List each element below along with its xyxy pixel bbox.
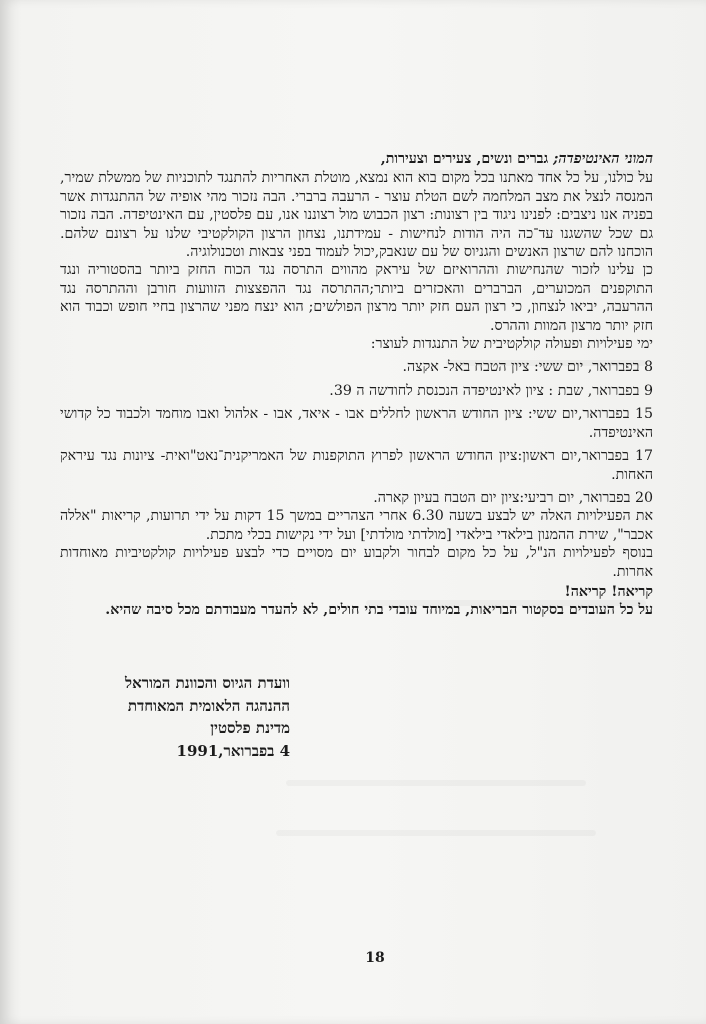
heading-rest: גברים ונשים, צעירים וצעירות,: [380, 151, 554, 167]
document-body: [60, 150, 653, 620]
days-intro: ימי פעילויות ופעולה קולקטיבית של התנגדות לעוצר:: [370, 336, 653, 353]
dated-item: 20 בפברואר, יום רביעי:ציון יום הטבח בעיון קארה.: [373, 489, 653, 506]
additional-paragraph: בנוסף לפעילויות הנ"ל, על כל מקום לבחור ולקבוע יום מסויים כדי לבצע פעילויות קולקטיביות מאוחדות אחרות.: [60, 545, 653, 580]
page-number: 18: [365, 950, 385, 966]
document-heading: [60, 150, 653, 168]
heading-lead: המוני האינטיפדה;: [553, 151, 653, 167]
second-paragraph: כן עלינו לזכור שהנחישות וההרואיזם של עיראק מהווים התרסה נגד הכוח החזק ביותר בהסטוריה ונגד התוקפנים המכוערים, הברברים והאכזרים ביותר;ההתרסה נגד ההפצצות הזוועות חורבן וההתרסה נגד ההרעבה, יביאו לנצחון, כי רצון העם חזק יותר מרצון הפולשים; הוא ינצח מפני שהרצון בחיי חופש וכבוד הוא חזק יותר מרצון המוות וההרס.: [60, 262, 653, 334]
activities-paragraph: את הפעילויות האלה יש לבצע בשעה 6.30 אחרי הצהריים במשך 15 דקות על ידי תרועות, קריאות "אללה אכבר", שירת ההמנון בילאדי בילאדי [מולדתי מולדתי] ועל ידי נקישות בכלי מתכת.: [60, 508, 653, 543]
signature-date: 4 בפברואר,1991: [176, 741, 290, 760]
signature-committee: וועדת הגיוס והכוונת המוראל: [125, 674, 290, 692]
intro-paragraph: על כולנו, על כל אחד מאתנו בכל מקום בוא הוא נמצא, מוטלת האחריות להתנגד לתוכניות של ממשלת שמיר, המנסה לנצל את מצב המלחמה לשם הטלת עוצר - הרעבה ברברי. הבה נזכור מהי אופיה של ההתנגדות אשר בפניה אנו ניצבים: לפנינו ניגוד בין רצונות: רצון הכבוש מול רצוננו אנו, עם פלסטין, עם האינטיפדה. הבה נזכור גם שכל שהשגנו עד־כה היה הודות לנחישות - עמידתנו, נצחון הרצון הקולקטיבי שלנו על רצונם שלהם. הוכחנו להם שרצון האנשים והגניוס של עם שנאבק,יכול לעמוד בפני צבאות וטכנולוגיה.: [60, 170, 653, 261]
workers-paragraph: על כל העובדים בסקטור הבריאות, במיוחד עובדי בתי חולים, לא להעדר מעבודתם מכל סיבה שהיא.: [105, 602, 653, 619]
dated-item: 8 בפברואר, יום ששי: ציון הטבח באל- אקצה.: [402, 359, 653, 376]
signature-block: [120, 672, 290, 762]
bleed-through-mark: [276, 830, 596, 836]
call-heading: קריאה! קריאה!: [564, 583, 653, 600]
dated-item: 9 בפברואר, שבת : ציון לאינטיפדה הנכנסת לחודשה ה 39.: [329, 382, 653, 399]
signature-leadership: ההנהגה הלאומית המאוחדת: [127, 696, 290, 715]
dated-item: 15 בפברואר,יום ששי: ציון החודש הראשון לחללים אבו - איאד, אבו - אלהול ואבו מוחמד ולכבוד כל קדושי האינטיפדה.: [60, 406, 653, 441]
signature-state: מדינת פלסטין: [210, 719, 290, 737]
bleed-through-mark: [286, 780, 586, 786]
dated-item: 17 בפברואר,יום ראשון:ציון החודש הראשון לפרוץ התוקפנות של האמריקנית־נאט"ואית- ציונות נגד עיראק האחות.: [60, 448, 653, 483]
